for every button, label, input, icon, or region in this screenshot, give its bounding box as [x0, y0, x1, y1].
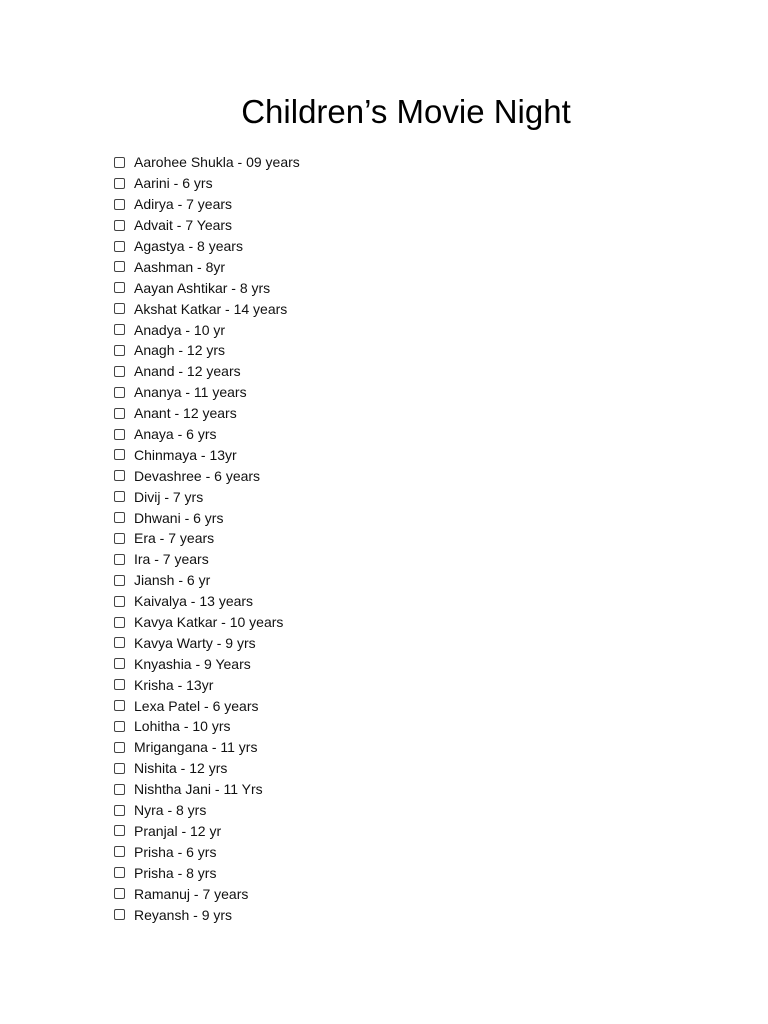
checkbox[interactable]: [114, 387, 125, 398]
checkbox[interactable]: [114, 470, 125, 481]
checkbox[interactable]: [114, 784, 125, 795]
checklist-item-label: Nyra - 8 yrs: [134, 802, 207, 819]
checkbox[interactable]: [114, 241, 125, 252]
checkbox[interactable]: [114, 637, 125, 648]
checkbox[interactable]: [114, 157, 125, 168]
checklist-item-label: Aarohee Shukla - 09 years: [134, 154, 300, 171]
checkbox[interactable]: [114, 282, 125, 293]
checklist-item-label: Prisha - 8 yrs: [134, 864, 217, 881]
checkbox[interactable]: [114, 324, 125, 335]
checklist-item[interactable]: [114, 862, 300, 883]
checklist-item-label: Aarini - 6 yrs: [134, 175, 213, 192]
checklist-item-label: Anant - 12 years: [134, 405, 237, 422]
checklist-item-label: Anadya - 10 yr: [134, 321, 226, 338]
checkbox[interactable]: [114, 721, 125, 732]
checklist-item[interactable]: [114, 507, 300, 528]
checklist-item[interactable]: [114, 716, 300, 737]
checklist-item[interactable]: [114, 173, 300, 194]
checklist-item-label: Knyashia - 9 Years: [134, 655, 251, 672]
checklist-item-label: Nishtha Jani - 11 Yrs: [134, 781, 263, 798]
checklist-item-label: Agastya - 8 years: [134, 238, 243, 254]
checkbox[interactable]: [114, 867, 125, 878]
checklist-item-label: Divij - 7 yrs: [134, 488, 204, 505]
checklist-item[interactable]: [114, 444, 300, 465]
checklist-item[interactable]: [114, 528, 300, 549]
checklist-item[interactable]: [114, 632, 300, 653]
checklist-item[interactable]: [114, 570, 300, 591]
checkbox[interactable]: [114, 888, 125, 899]
attendee-checklist: [114, 152, 300, 925]
checklist-item[interactable]: [114, 612, 300, 633]
page-title: Children’s Movie Night: [241, 93, 571, 130]
checkbox[interactable]: [114, 366, 125, 377]
checklist-item[interactable]: [114, 403, 300, 424]
checklist-item[interactable]: [114, 256, 300, 277]
checkbox[interactable]: [114, 220, 125, 231]
checklist-item-label: Aashman - 8yr: [134, 258, 226, 275]
checkbox[interactable]: [114, 679, 125, 690]
checklist-item-label: Aayan Ashtikar - 8 yrs: [134, 279, 271, 296]
checkbox[interactable]: [114, 596, 125, 607]
checklist-item-label: Pranjal - 12 yr: [134, 822, 222, 839]
checkbox[interactable]: [114, 575, 125, 586]
checkbox[interactable]: [114, 512, 125, 523]
checklist-item[interactable]: [114, 236, 300, 257]
checklist-item-label: Anaya - 6 yrs: [134, 426, 217, 443]
checkbox[interactable]: [114, 742, 125, 753]
checklist-item[interactable]: [114, 779, 300, 800]
checklist-item[interactable]: [114, 194, 300, 215]
checklist-item-label: Chinmaya - 13yr: [134, 446, 237, 463]
checklist-item-label: Ira - 7 years: [134, 551, 209, 568]
checklist-item[interactable]: [114, 737, 300, 758]
checklist-item-label: Adirya - 7 years: [134, 196, 233, 213]
checkbox[interactable]: [114, 554, 125, 565]
checklist-item[interactable]: [114, 340, 300, 361]
checklist-item-label: Anand - 12 years: [134, 363, 241, 380]
checkbox[interactable]: [114, 763, 125, 774]
checklist-item[interactable]: [114, 215, 300, 236]
checkbox[interactable]: [114, 617, 125, 628]
checklist-item-label: Lexa Patel - 6 years: [134, 697, 259, 714]
checklist-item[interactable]: [114, 465, 300, 486]
checklist-item-label: Advait - 7 Years: [134, 217, 233, 234]
checklist-item-label: Lohitha - 10 yrs: [134, 718, 231, 735]
checkbox[interactable]: [114, 345, 125, 356]
checklist-item-label: Ramanuj - 7 years: [134, 885, 249, 902]
checklist-item-label: Kavya Warty - 9 yrs: [134, 634, 256, 651]
checkbox[interactable]: [114, 303, 125, 314]
checklist-item[interactable]: [114, 653, 300, 674]
checkbox[interactable]: [114, 909, 125, 920]
checklist-item[interactable]: [114, 152, 300, 173]
checkbox[interactable]: [114, 261, 125, 272]
checkbox[interactable]: [114, 805, 125, 816]
checkbox[interactable]: [114, 658, 125, 669]
checklist-item[interactable]: [114, 841, 300, 862]
checklist-item[interactable]: [114, 277, 300, 298]
checkbox[interactable]: [114, 178, 125, 189]
checklist-item[interactable]: [114, 674, 300, 695]
checklist-item[interactable]: [114, 904, 300, 925]
checkbox[interactable]: [114, 491, 125, 502]
checklist-item-label: Prisha - 6 yrs: [134, 843, 217, 860]
checkbox[interactable]: [114, 408, 125, 419]
checkbox[interactable]: [114, 825, 125, 836]
checklist-item[interactable]: [114, 319, 300, 340]
checklist-item[interactable]: [114, 486, 300, 507]
checklist-item[interactable]: [114, 549, 300, 570]
checklist-item-label: Krisha - 13yr: [134, 676, 214, 693]
checklist-item-label: Devashree - 6 years: [134, 467, 261, 484]
checklist-item[interactable]: [114, 424, 300, 445]
checkbox[interactable]: [114, 846, 125, 857]
checklist-item[interactable]: [114, 821, 300, 842]
checklist-item[interactable]: [114, 298, 300, 319]
checkbox[interactable]: [114, 199, 125, 210]
checkbox[interactable]: [114, 700, 125, 711]
checklist-item-label: Akshat Katkar - 14 years: [134, 300, 288, 317]
checklist-item-label: Ananya - 11 years: [134, 384, 247, 401]
checklist-item-label: Kavya Katkar - 10 years: [134, 614, 284, 631]
checklist-item[interactable]: [114, 361, 300, 382]
checklist-item-label: Jiansh - 6 yr: [134, 572, 211, 589]
checklist-item-label: Mrigangana - 11 yrs: [134, 739, 258, 756]
checkbox[interactable]: [114, 449, 125, 460]
checklist-item[interactable]: [114, 800, 300, 821]
checkbox[interactable]: [114, 429, 125, 440]
checklist-item-label: Era - 7 years: [134, 530, 215, 547]
checklist-item-label: Anagh - 12 yrs: [134, 342, 226, 359]
checklist-item[interactable]: [114, 591, 300, 612]
checklist-item-label: Dhwani - 6 yrs: [134, 509, 224, 526]
checklist-item-label: Nishita - 12 yrs: [134, 760, 228, 777]
checklist-item[interactable]: [114, 758, 300, 779]
checklist-item-label: Kaivalya - 13 years: [134, 593, 254, 610]
checklist-item[interactable]: [114, 382, 300, 403]
checklist-item[interactable]: [114, 695, 300, 716]
checkbox[interactable]: [114, 533, 125, 544]
checklist-item[interactable]: [114, 883, 300, 904]
checklist-item-label: Reyansh - 9 yrs: [134, 906, 233, 923]
